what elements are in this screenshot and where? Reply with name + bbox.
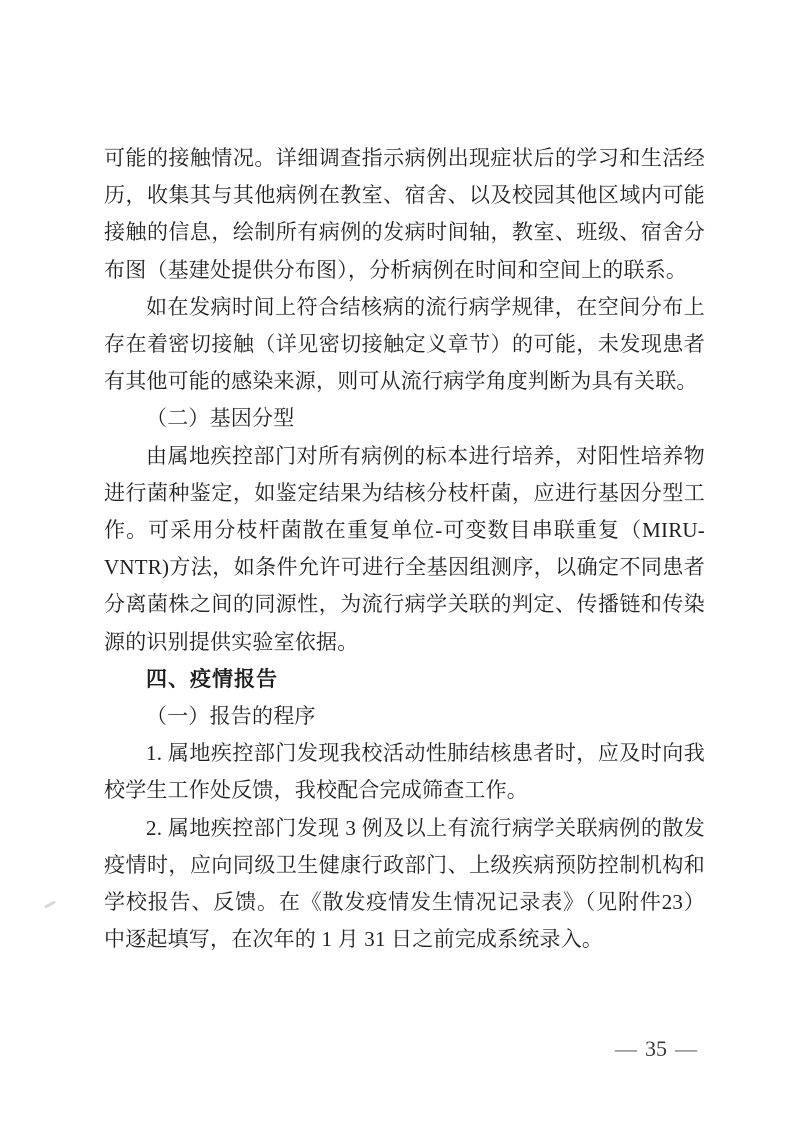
paragraph-item-1: 1. 属地疾控部门发现我校活动性肺结核患者时，应及时向我校学生工作处反馈，我校配合完成筛查工作。 — [104, 741, 705, 803]
subheading-genotyping: （二）基因分型 — [146, 406, 295, 431]
paragraph-contact-investigation: 可能的接触情况。详细调查指示病例出现症状后的学习和生活经历，收集其与其他病例在教室、宿舍、以及校园其他区域内可能接触的信息，绘制所有病例的发病时间轴，教室、班级、宿舍分布图（基建处提供分布图），分析病例在时间和空间上的联系。 — [104, 146, 705, 282]
footer-dash-right: — — [675, 1036, 697, 1061]
footer-dash-left: — — [615, 1036, 637, 1061]
paragraph-epidemiology-link: 如在发病时间上符合结核病的流行病学规律，在空间分布上存在着密切接触（详见密切接触定义章节）的可能，未发现患者有其他可能的感染来源，则可从流行病学角度判断为具有关联。 — [104, 294, 705, 394]
scan-speck-artifact — [44, 900, 56, 908]
paragraph-genotyping-method: 由属地疾控部门对所有病例的标本进行培养，对阳性培养物进行菌种鉴定，如鉴定结果为结核分枝杆菌，应进行基因分型工作。可采用分枝杆菌散在重复单位-可变数目串联重复（MIRU-VNTR)方法，如条件允许可进行全基因组测序，以确定不同患者分离菌株之间的同源性，为流行病学关联的判定、传播链和传染源的识别提供实验室依据。 — [104, 443, 705, 654]
subheading-report-procedure: （一）报告的程序 — [146, 704, 316, 729]
document-body — [104, 140, 705, 958]
page-number: 35 — [645, 1036, 667, 1061]
paragraph-item-2: 2. 属地疾控部门发现 3 例及以上有流行病学关联病例的散发疫情时，应向同级卫生健康行政部门、上级疾病预防控制机构和学校报告、反馈。在《散发疫情发生情况记录表》（见附件23）中逐起填写，在次年的 1 月 31 日之前完成系统录入。 — [104, 815, 705, 952]
heading-epidemic-report: 四、疫情报告 — [146, 667, 278, 691]
page-number-footer — [600, 1036, 712, 1062]
